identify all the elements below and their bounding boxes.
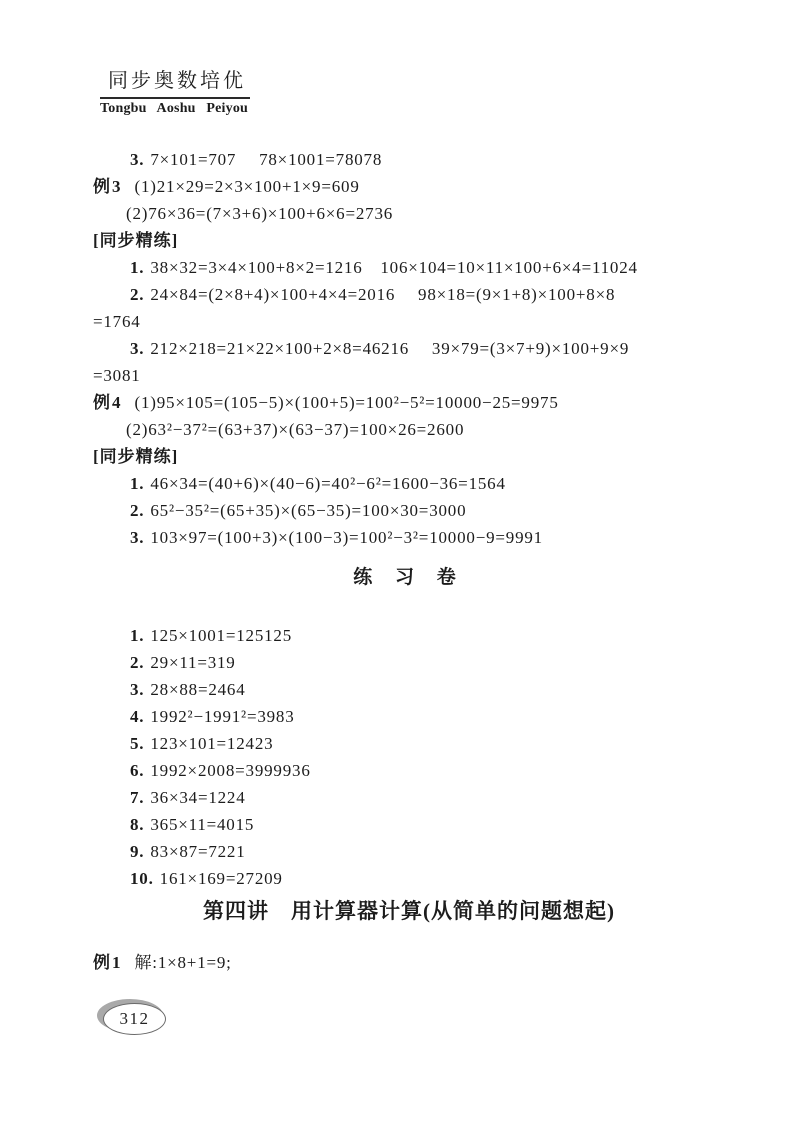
line-label: 1. [130, 626, 145, 645]
content-line [93, 524, 725, 551]
line-label: 2. [130, 501, 145, 520]
content-line [93, 838, 725, 865]
content-line [93, 470, 725, 497]
line-label: 3. [130, 680, 145, 699]
line-text: 46×34=(40+6)×(40−6)=40²−6²=1600−36=1564 [150, 474, 506, 493]
line-text: 83×87=7221 [150, 842, 246, 861]
line-label: 7. [130, 788, 145, 807]
line-label: 10. [130, 869, 154, 888]
content-line [93, 308, 725, 335]
line-text: 125×1001=125125 [150, 626, 293, 645]
line-label: 2. [130, 285, 145, 304]
book-title-pinyin: Tongbu Aoshu Peiyou [100, 101, 249, 116]
content-line [93, 416, 725, 443]
line-text: (2)76×36=(7×3+6)×100+6×6=2736 [126, 204, 394, 223]
content-line [93, 362, 725, 389]
line-label: 9. [130, 842, 145, 861]
content-line [93, 227, 725, 254]
line-text: (1)95×105=(105−5)×(100+5)=100²−5²=10000−25=9975 [134, 393, 559, 412]
line-label: 8. [130, 815, 145, 834]
line-text: 365×11=4015 [150, 815, 255, 834]
content-line [93, 865, 725, 892]
content-line [93, 389, 725, 416]
content-line [93, 281, 725, 308]
line-text: 练 习 卷 [353, 567, 465, 588]
content-line [93, 811, 725, 838]
line-text: 第四讲 用计算器计算(从简单的问题想起) [203, 899, 615, 923]
content-line [93, 676, 725, 703]
content-line [93, 335, 725, 362]
content-line [93, 173, 725, 200]
line-text: 29×11=319 [150, 653, 236, 672]
line-text: 161×169=27209 [159, 869, 283, 888]
line-label: [同步精练] [93, 231, 179, 250]
line-text: 103×97=(100+3)×(100−3)=100²−3²=10000−9=9991 [150, 528, 543, 547]
line-text: 123×101=12423 [150, 734, 274, 753]
line-label: 5. [130, 734, 145, 753]
line-text: 7×101=707 78×1001=78078 [150, 150, 383, 169]
line-label: 2. [130, 653, 145, 672]
line-label: 4. [130, 707, 145, 726]
content-line [93, 146, 725, 173]
page-number-badge [97, 999, 167, 1037]
line-label: 3. [130, 150, 145, 169]
content-line [93, 254, 725, 281]
line-text: 212×218=21×22×100+2×8=46216 39×79=(3×7+9)×100+9×9 [150, 339, 630, 358]
line-text: 1992×2008=3999936 [150, 761, 311, 780]
line-text: 解:1×8+1=9; [134, 953, 232, 972]
content-line [93, 649, 725, 676]
section-heading [93, 564, 725, 591]
line-label: 1. [130, 474, 145, 493]
line-text: =3081 [93, 366, 141, 385]
line-label: 3. [130, 528, 145, 547]
line-text: 36×34=1224 [150, 788, 246, 807]
line-text: (2)63²−37²=(63+37)×(63−37)=100×26=2600 [126, 420, 465, 439]
content-line [93, 200, 725, 227]
line-text: (1)21×29=2×3×100+1×9=609 [134, 177, 360, 196]
line-text: 65²−35²=(65+35)×(65−35)=100×30=3000 [150, 501, 467, 520]
content-line [93, 622, 725, 649]
line-label: 6. [130, 761, 145, 780]
content-line [93, 757, 725, 784]
content-line [93, 949, 725, 976]
section-heading [93, 896, 725, 926]
content-line [93, 703, 725, 730]
line-label: 1. [130, 258, 145, 277]
content-line [93, 443, 725, 470]
page-header [100, 64, 250, 117]
line-label: 3. [130, 339, 145, 358]
line-label: 例3 [93, 177, 123, 196]
content [93, 146, 725, 976]
line-text: 24×84=(2×8+4)×100+4×4=2016 98×18=(9×1+8)×100+8×8 [150, 285, 616, 304]
content-line [93, 497, 725, 524]
book-title-chinese: 同步奥数培优 [100, 64, 250, 99]
content-line [93, 784, 725, 811]
line-label: [同步精练] [93, 447, 179, 466]
line-label: 例4 [93, 393, 123, 412]
page-number: 312 [103, 1003, 166, 1035]
line-label: 例1 [93, 953, 123, 972]
line-text: =1764 [93, 312, 141, 331]
line-text: 38×32=3×4×100+8×2=1216 106×104=10×11×100+6×4=11024 [150, 258, 638, 277]
line-text: 28×88=2464 [150, 680, 246, 699]
line-text: 1992²−1991²=3983 [150, 707, 295, 726]
content-line [93, 730, 725, 757]
